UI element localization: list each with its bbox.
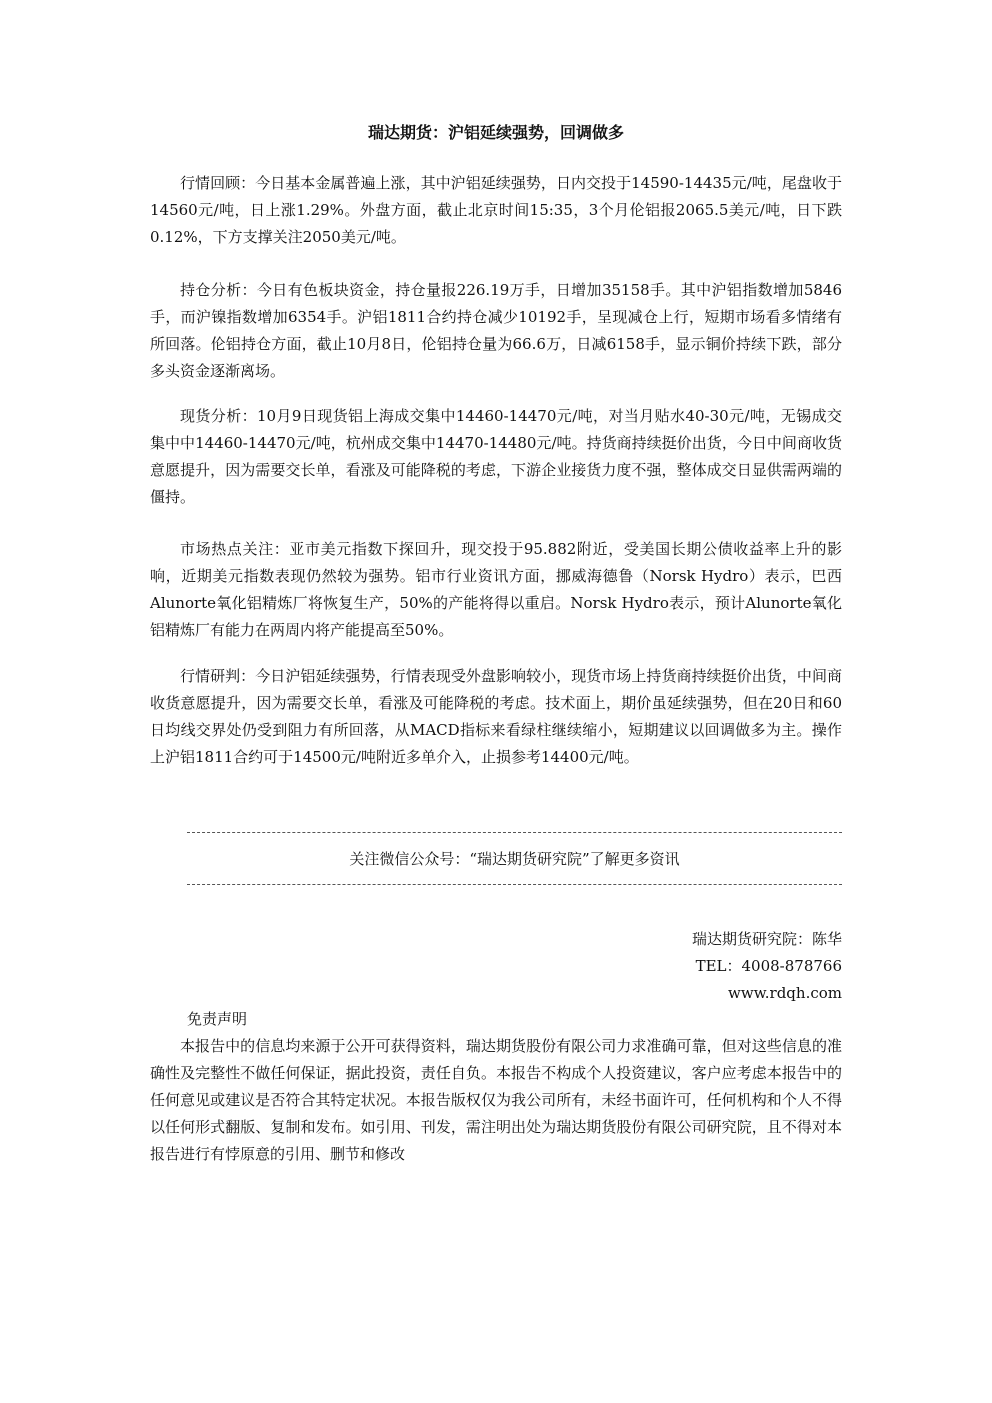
signature-website[interactable]: www.rdqh.com (728, 984, 842, 1002)
paragraph-position-analysis: 持仓分析：今日有色板块资金，持仓量报226.19万手，日增加35158手。其中沪铝指数增加5846手，而沪镍指数增加6354手。沪铝1811合约持仓减少10192手，呈现减仓上行，短期市场看多情绪有所回落。伦铝持仓方面，截止10月8日，伦铝持仓量为66.6万，日减6158手，显示铜价持续下跌，部分多头资金逐渐离场。 (150, 281, 842, 380)
document-title: 瑞达期货：沪铝延续强势，回调做多 (367, 123, 624, 142)
paragraph-market-hotspots: 市场热点关注：亚市美元指数下探回升，现交投于95.882附近，受美国长期公债收益率上升的影响，近期美元指数表现仍然较为强势。铝市行业资讯方面，挪威海德鲁（Norsk Hydro）表示，巴西Alunorte氧化铝精炼厂将恢复生产，50%的产能将得以重启。Norsk Hydro表示，预计Alunorte氧化铝精炼厂有能力在两周内将产能提高至50%。 (150, 540, 842, 639)
separator-top (187, 832, 842, 833)
signature-author: 瑞达期货研究院：陈华 (691, 930, 842, 948)
wechat-notice: 关注微信公众号：“瑞达期货研究院”了解更多资讯 (349, 850, 680, 868)
signature-tel: TEL：4008-878766 (695, 957, 842, 975)
separator-bottom (187, 884, 842, 885)
paragraph-market-outlook: 行情研判：今日沪铝延续强势，行情表现受外盘影响较小，现货市场上持货商持续挺价出货，中间商收货意愿提升，因为需要交长单，看涨及可能降税的考虑。技术面上，期价虽延续强势，但在20日和60日均线交界处仍受到阻力有所回落，从MACD指标来看绿柱继续缩小，短期建议以回调做多为主。操作上沪铝1811合约可于14500元/吨附近多单介入，止损参考14400元/吨。 (150, 667, 842, 766)
disclaimer-body: 本报告中的信息均来源于公开可获得资料，瑞达期货股份有限公司力求准确可靠，但对这些信息的准确性及完整性不做任何保证，据此投资，责任自负。本报告不构成个人投资建议，客户应考虑本报告中的任何意见或建议是否符合其特定状况。本报告版权仅为我公司所有，未经书面许可，任何机构和个人不得以任何形式翻版、复制和发布。如引用、刊发，需注明出处为瑞达期货股份有限公司研究院，且不得对本报告进行有悖原意的引用、删节和修改 (150, 1037, 842, 1163)
disclaimer-heading: 免责声明 (187, 1010, 248, 1028)
paragraph-spot-analysis: 现货分析：10月9日现货铝上海成交集中14460-14470元/吨，对当月贴水40-30元/吨，无锡成交集中中14460-14470元/吨，杭州成交集中14470-14480元/吨。持货商持续挺价出货，今日中间商收货意愿提升，因为需要交长单，看涨及可能降税的考虑，下游企业接货力度不强，整体成交日显供需两端的僵持。 (150, 407, 842, 506)
paragraph-market-review: 行情回顾：今日基本金属普遍上涨，其中沪铝延续强势，日内交投于14590-14435元/吨，尾盘收于14560元/吨，日上涨1.29%。外盘方面，截止北京时间15:35，3个月伦铝报2065.5美元/吨，日下跌0.12%，下方支撑关注2050美元/吨。 (150, 174, 842, 246)
